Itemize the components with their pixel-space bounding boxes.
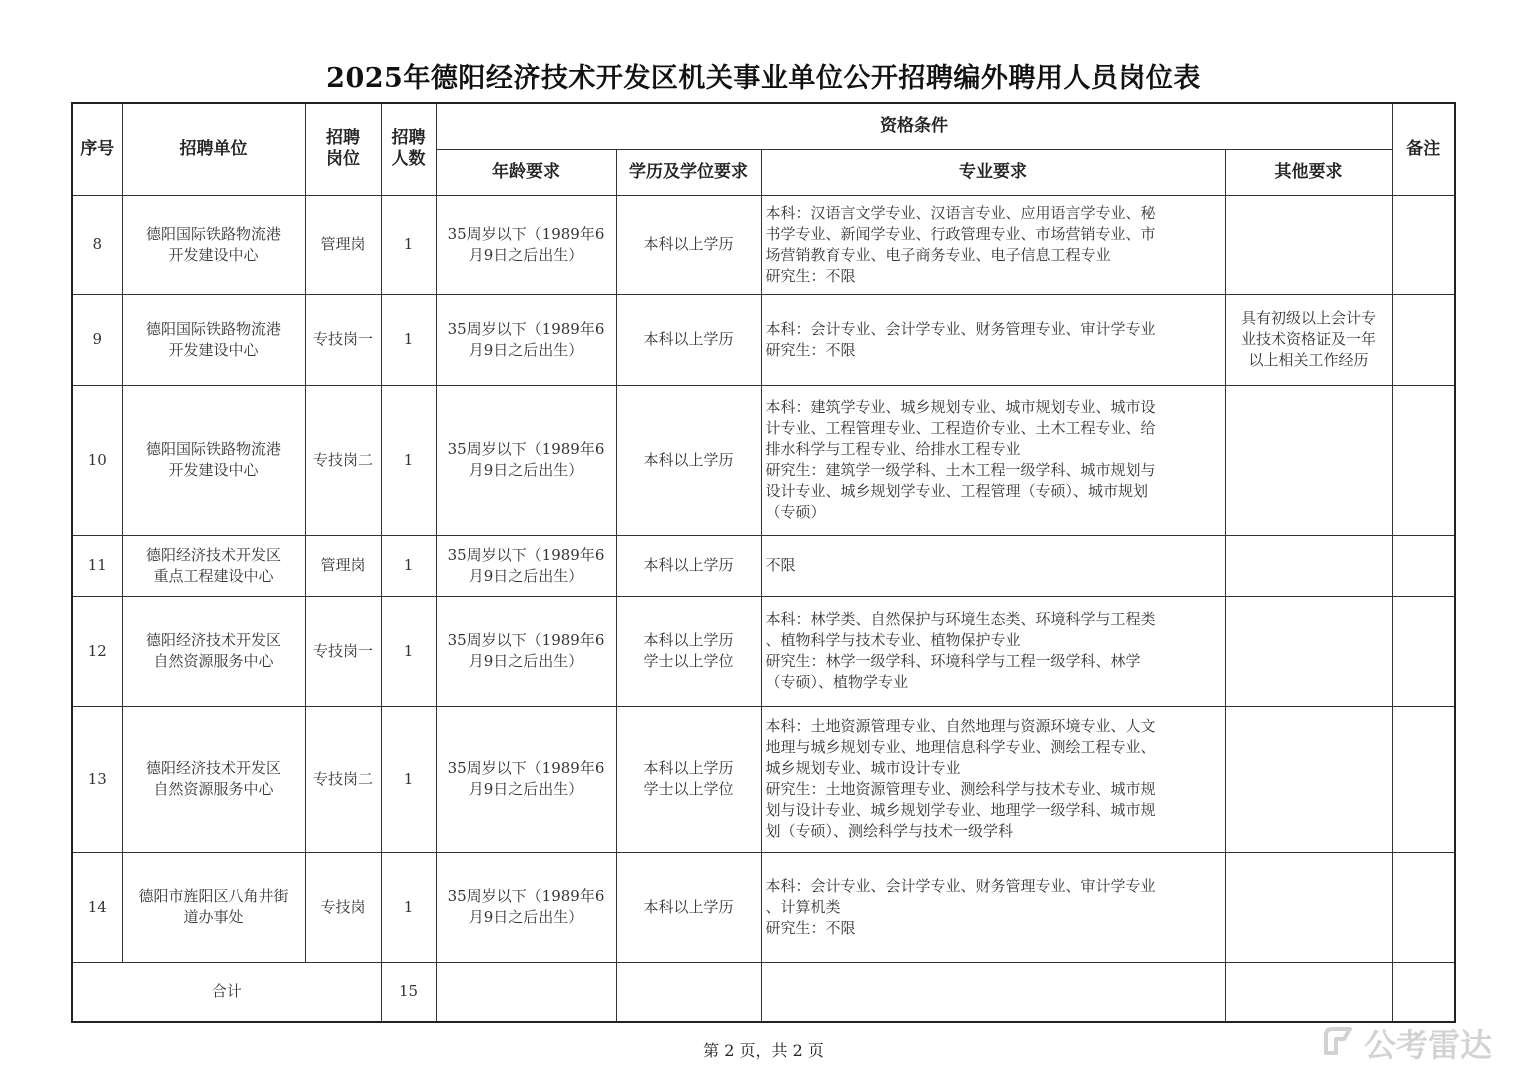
row-position: 专技岗二 (305, 706, 381, 852)
row-major (761, 535, 1225, 596)
row-position: 管理岗 (305, 535, 381, 596)
row-major-line: 研究生：土地资源管理专业、测绘科学与技术专业、城市规 (765, 780, 1156, 798)
row-major-line: 、计算机类 (765, 897, 841, 916)
row-major-line: 本科：汉语言文学专业、汉语言专业、应用语言学专业、秘 (765, 203, 1156, 222)
row-age (436, 535, 616, 596)
total-label: 合计 (72, 962, 381, 1022)
row-position: 管理岗 (305, 195, 381, 294)
row-count: 1 (381, 535, 436, 596)
row-major-line: 本科：林学类、自然保护与环境生态类、环境科学与工程类 (765, 610, 1156, 628)
row-major-line: 设计专业、城乡规划学专业、工程管理（专硕）、城市规划 (765, 482, 1149, 500)
row-remark (1392, 385, 1455, 535)
row-major-line: （专硕） (765, 503, 826, 521)
row-age-line: 35周岁以下（1989年6 (447, 319, 605, 338)
total-count: 15 (381, 962, 436, 1022)
header-other: 其他要求 (1225, 149, 1392, 195)
header-unit: 招聘单位 (122, 103, 305, 195)
row-education-line: 本科以上学历 (643, 759, 734, 777)
row-age-line: 35周岁以下（1989年6 (447, 440, 605, 458)
row-education-line: 本科以上学历 (643, 556, 734, 574)
row-education (616, 385, 761, 535)
table-body (72, 195, 1455, 962)
row-unit-line: 德阳国际铁路物流港 (145, 319, 281, 338)
table-row (72, 535, 1455, 596)
row-age (436, 385, 616, 535)
row-major (761, 294, 1225, 385)
row-major-line: 不限 (765, 556, 796, 574)
row-age-line: 35周岁以下（1989年6 (447, 224, 605, 243)
watermark-text: 公考雷达 (1364, 1026, 1493, 1064)
row-unit-line: 开发建设中心 (168, 245, 259, 264)
row-major (761, 385, 1225, 535)
row-position: 专技岗二 (305, 385, 381, 535)
row-position: 专技岗一 (305, 294, 381, 385)
watermark (1318, 1018, 1518, 1068)
row-other (1225, 706, 1392, 852)
row-major (761, 195, 1225, 294)
row-count: 1 (381, 385, 436, 535)
total-empty (436, 962, 616, 1022)
row-major-line: 研究生：不限 (765, 340, 856, 359)
row-seq: 9 (72, 294, 122, 385)
row-age-line: 月9日之后出生） (468, 566, 584, 585)
row-unit (122, 535, 305, 596)
row-education-line: 本科以上学历 (643, 897, 734, 916)
row-other (1225, 294, 1392, 385)
row-age (436, 195, 616, 294)
row-unit-line: 开发建设中心 (168, 340, 259, 359)
row-education (616, 706, 761, 852)
row-unit-line: 自然资源服务中心 (153, 780, 274, 798)
row-remark (1392, 852, 1455, 962)
header-position (305, 103, 381, 195)
row-education-line: 本科以上学历 (643, 450, 734, 469)
row-major (761, 706, 1225, 852)
row-other (1225, 535, 1392, 596)
table-row (72, 706, 1455, 852)
row-age-line: 35周岁以下（1989年6 (447, 545, 605, 564)
row-major-line: 划（专硕）、测绘科学与技术一级学科 (765, 822, 1014, 840)
total-empty (761, 962, 1225, 1022)
row-count: 1 (381, 195, 436, 294)
row-count: 1 (381, 596, 436, 706)
row-unit-line: 重点工程建设中心 (153, 566, 274, 585)
row-education-line: 本科以上学历 (643, 235, 734, 253)
header-major: 专业要求 (761, 149, 1225, 195)
row-unit (122, 294, 305, 385)
header-count-line1: 招聘 (391, 128, 426, 149)
row-unit (122, 596, 305, 706)
row-major-line: 场营销教育专业、电子商务专业、电子信息工程专业 (765, 245, 1111, 264)
table-row (72, 385, 1455, 535)
row-major-line: 计专业、工程管理专业、工程造价专业、土木工程专业、给 (765, 419, 1156, 437)
row-unit (122, 706, 305, 852)
row-education (616, 195, 761, 294)
row-other-line: 具有初级以上会计专 (1240, 309, 1376, 327)
row-major (761, 852, 1225, 962)
row-seq: 8 (72, 195, 122, 294)
row-major (761, 596, 1225, 706)
header-position-line1: 招聘 (326, 128, 360, 149)
row-unit-line: 德阳经济技术开发区 (145, 759, 281, 777)
row-unit (122, 852, 305, 962)
row-seq: 13 (72, 706, 122, 852)
row-age-line: 月9日之后出生） (468, 780, 584, 798)
table-header (72, 103, 1455, 195)
row-major-line: 本科：会计专业、会计学专业、财务管理专业、审计学专业 (765, 876, 1156, 895)
row-other (1225, 852, 1392, 962)
row-unit-line: 德阳经济技术开发区 (145, 545, 281, 564)
row-unit (122, 195, 305, 294)
table-row (72, 596, 1455, 706)
row-unit-line: 德阳市旌阳区八角井街 (138, 887, 289, 905)
radar-logo-icon (1318, 1023, 1358, 1063)
row-age-line: 月9日之后出生） (468, 652, 584, 670)
row-seq: 11 (72, 535, 122, 596)
row-unit-line: 德阳国际铁路物流港 (145, 440, 281, 458)
row-education (616, 535, 761, 596)
total-empty (1225, 962, 1392, 1022)
row-count: 1 (381, 852, 436, 962)
row-education (616, 852, 761, 962)
row-unit-line: 德阳经济技术开发区 (145, 631, 281, 649)
row-education-line: 本科以上学历 (643, 330, 734, 348)
header-education: 学历及学位要求 (616, 149, 761, 195)
row-unit-line: 德阳国际铁路物流港 (145, 224, 281, 243)
row-major-line: 地理与城乡规划专业、地理信息科学专业、测绘工程专业、 (765, 738, 1156, 756)
row-major-line: 排水科学与工程专业、给排水工程专业 (765, 440, 1021, 458)
table-row (72, 294, 1455, 385)
row-unit (122, 385, 305, 535)
row-education (616, 596, 761, 706)
row-position: 专技岗 (305, 852, 381, 962)
row-age-line: 35周岁以下（1989年6 (447, 887, 605, 905)
header-count (381, 103, 436, 195)
row-age (436, 596, 616, 706)
row-unit-line: 自然资源服务中心 (153, 652, 274, 670)
row-age-line: 月9日之后出生） (468, 908, 584, 926)
row-major-line: 本科：会计专业、会计学专业、财务管理专业、审计学专业 (765, 319, 1156, 338)
header-seq: 序号 (72, 103, 122, 195)
header-count-line2: 人数 (391, 149, 426, 170)
row-major-line: 研究生：建筑学一级学科、土木工程一级学科、城市规划与 (765, 461, 1156, 479)
row-major-line: 研究生：林学一级学科、环境科学与工程一级学科、林学 (765, 652, 1141, 670)
row-education (616, 294, 761, 385)
row-major-line: 研究生：不限 (765, 266, 856, 285)
page-footer: 第 2 页，共 2 页 (703, 1041, 824, 1060)
row-remark (1392, 535, 1455, 596)
row-count: 1 (381, 706, 436, 852)
row-age (436, 852, 616, 962)
row-other-line: 业技术资格证及一年 (1240, 330, 1376, 348)
total-empty (1392, 962, 1455, 1022)
row-major-line: 划与设计专业、城乡规划学专业、地理学一级学科、城市规 (765, 801, 1156, 819)
row-seq: 10 (72, 385, 122, 535)
header-remark: 备注 (1392, 103, 1455, 195)
row-position: 专技岗一 (305, 596, 381, 706)
row-unit-line: 开发建设中心 (168, 461, 259, 479)
row-age-line: 月9日之后出生） (468, 340, 584, 359)
row-education-line: 本科以上学历 (643, 631, 734, 649)
row-major-line: （专硕）、植物学专业 (765, 673, 909, 691)
table-row (72, 195, 1455, 294)
row-major-line: 、植物科学与技术专业、植物保护专业 (765, 631, 1021, 649)
total-row (72, 962, 1455, 1022)
row-age-line: 35周岁以下（1989年6 (447, 759, 605, 777)
row-age-line: 月9日之后出生） (468, 461, 584, 479)
row-major-line: 城乡规划专业、城市设计专业 (765, 759, 961, 777)
row-count: 1 (381, 294, 436, 385)
row-education-line: 学士以上学位 (643, 780, 734, 798)
row-remark (1392, 195, 1455, 294)
row-major-line: 研究生：不限 (765, 918, 856, 937)
row-age-line: 35周岁以下（1989年6 (447, 631, 605, 649)
page-title: 2025年德阳经济技术开发区机关事业单位公开招聘编外聘用人员岗位表 (326, 63, 1201, 94)
row-other (1225, 195, 1392, 294)
row-age-line: 月9日之后出生） (468, 245, 584, 264)
table-row (72, 852, 1455, 962)
row-age (436, 294, 616, 385)
row-seq: 14 (72, 852, 122, 962)
row-major-line: 本科：土地资源管理专业、自然地理与资源环境专业、人文 (765, 717, 1156, 735)
row-remark (1392, 294, 1455, 385)
positions-table (71, 102, 1456, 1023)
row-major-line: 本科：建筑学专业、城乡规划专业、城市规划专业、城市设 (765, 398, 1156, 416)
total-empty (616, 962, 761, 1022)
row-major-line: 书学专业、新闻学专业、行政管理专业、市场营销专业、市 (765, 224, 1156, 243)
row-seq: 12 (72, 596, 122, 706)
row-other (1225, 596, 1392, 706)
header-qualifications: 资格条件 (436, 103, 1392, 149)
row-other (1225, 385, 1392, 535)
header-position-line2: 岗位 (326, 149, 360, 170)
row-remark (1392, 596, 1455, 706)
row-other-line: 以上相关工作经历 (1248, 351, 1369, 369)
row-remark (1392, 706, 1455, 852)
header-age: 年龄要求 (436, 149, 616, 195)
row-unit-line: 道办事处 (183, 908, 244, 926)
row-age (436, 706, 616, 852)
row-education-line: 学士以上学位 (643, 652, 734, 670)
